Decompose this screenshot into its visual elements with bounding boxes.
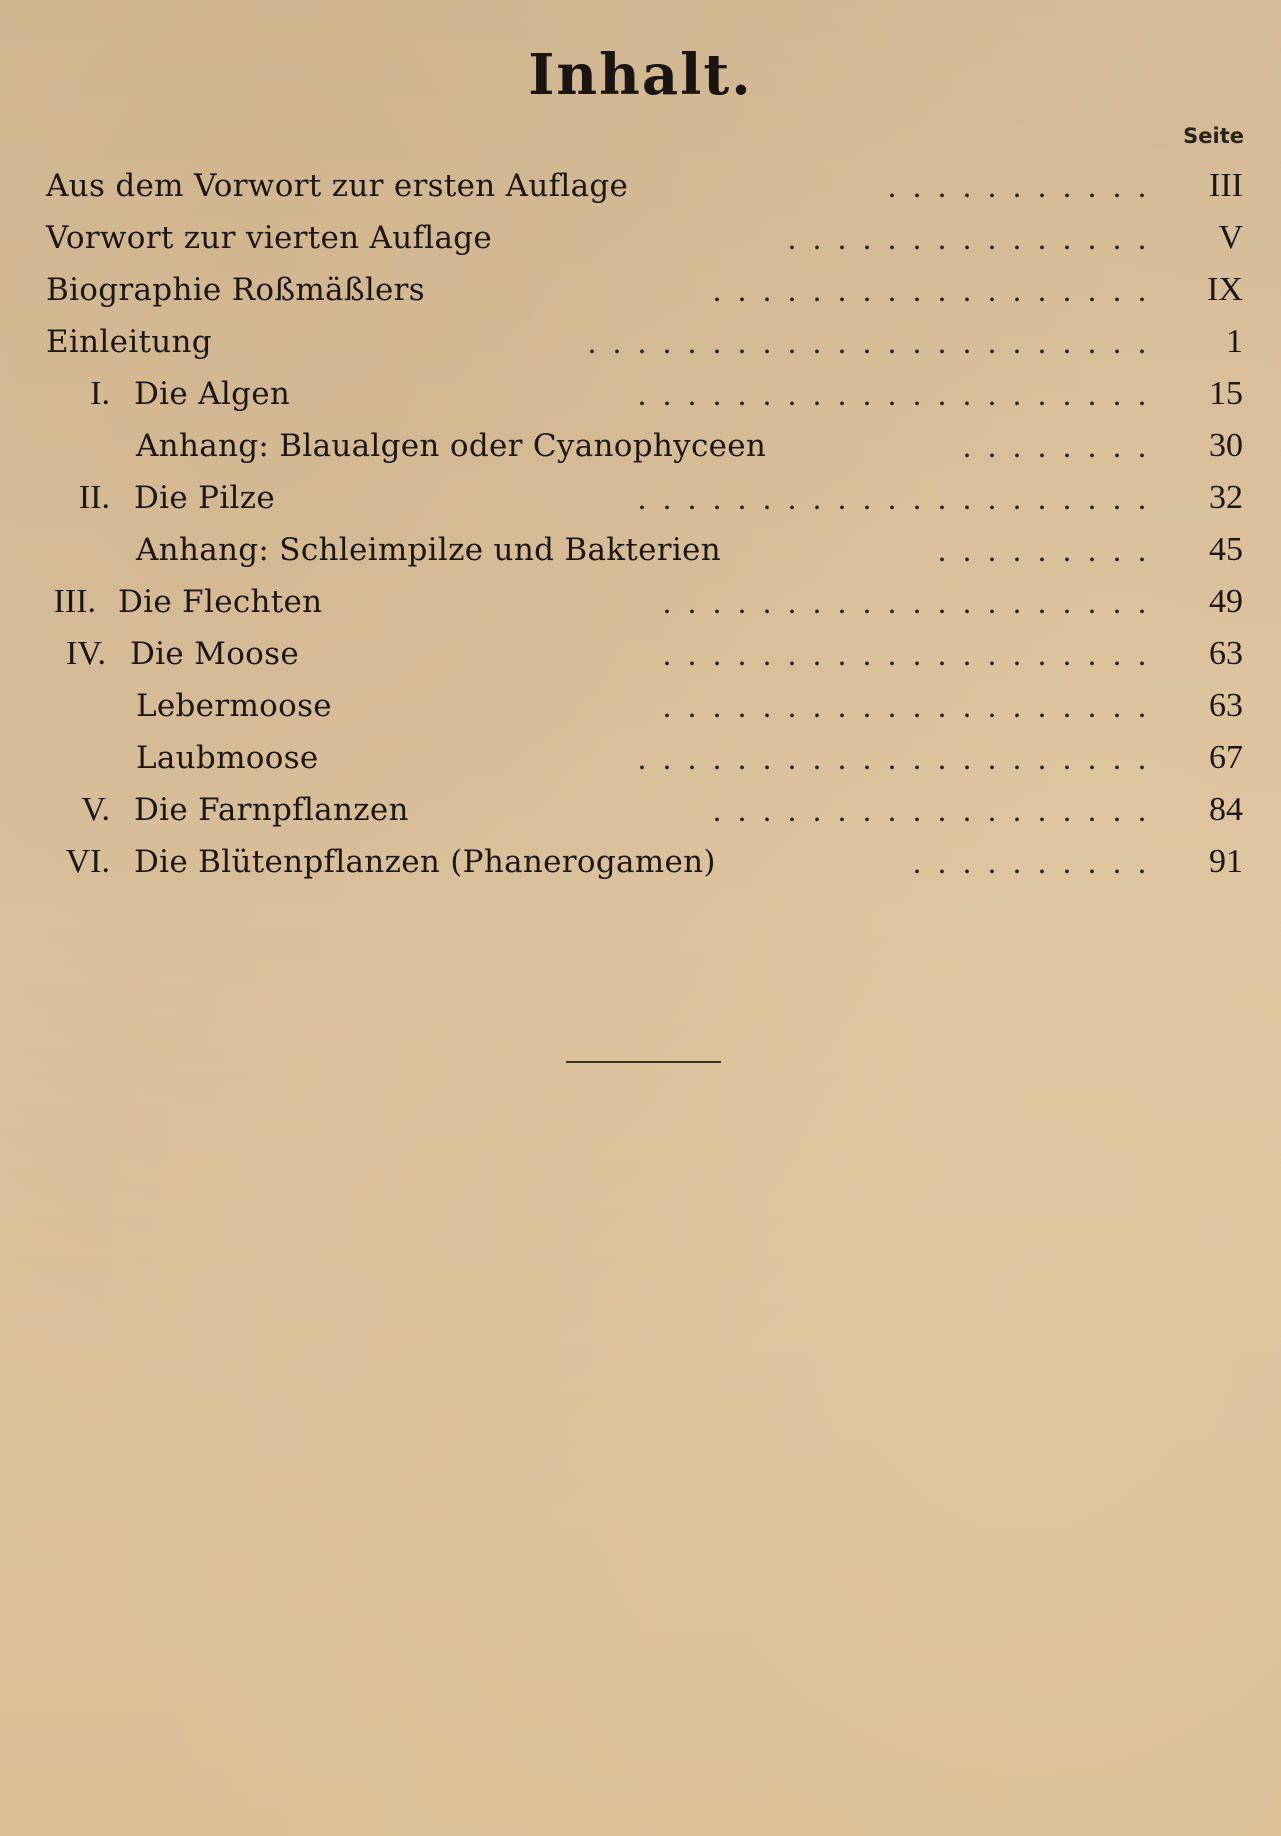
toc-entry-number: V. [81, 791, 110, 828]
toc-entry-page: 67 [1209, 739, 1243, 776]
toc-entry-title: Die Pilze [134, 480, 276, 516]
toc-entry-page: 49 [1209, 583, 1243, 620]
toc-leader-dots: .................. [713, 792, 1163, 828]
toc-entry-title: Die Algen [134, 376, 291, 412]
toc-entry-title: Einleitung [46, 324, 212, 360]
toc-entry [0, 368, 1281, 420]
page-title: Inhalt. [528, 42, 753, 108]
toc-entry-title: Die Farnpflanzen [134, 792, 409, 828]
toc-leader-dots: .................... [663, 688, 1163, 724]
toc-entry-number: II. [78, 479, 110, 516]
toc-entry-page: 84 [1209, 791, 1243, 828]
toc-entry [0, 212, 1281, 264]
toc-entry-page: 15 [1209, 375, 1243, 412]
toc-entry [0, 316, 1281, 368]
toc-entry [0, 264, 1281, 316]
toc-entry-number: VI. [65, 843, 110, 880]
toc-entry [0, 576, 1281, 628]
toc-entry-page: 91 [1209, 843, 1243, 880]
toc-leader-dots: .................... [663, 584, 1163, 620]
toc-entry-page: 63 [1209, 635, 1243, 672]
toc-entry-page: IX [1207, 271, 1243, 308]
toc-leader-dots: ..................... [638, 740, 1163, 776]
section-divider [566, 1061, 721, 1063]
toc-leader-dots: .................... [663, 636, 1163, 672]
toc-entry-page: III [1209, 167, 1243, 204]
toc-entry-page: 30 [1209, 427, 1243, 464]
toc-leader-dots: .......... [913, 844, 1163, 880]
toc-entry-title: Anhang: Blaualgen oder Cyanophyceen [136, 428, 767, 464]
toc-entry-page: 1 [1226, 323, 1243, 360]
toc-entry-page: V [1218, 219, 1243, 256]
toc-entry-number: III. [53, 583, 96, 620]
toc-entry-page: 32 [1209, 479, 1243, 516]
toc-leader-dots: ........... [888, 168, 1163, 204]
toc-leader-dots: ..................... [638, 480, 1163, 516]
toc-leader-dots: ........ [963, 428, 1163, 464]
toc-entry-page: 45 [1209, 531, 1243, 568]
toc-entry [0, 680, 1281, 732]
toc-entry-title: Laubmoose [136, 740, 319, 776]
toc-entry [0, 836, 1281, 888]
page-column-header: Seite [1183, 124, 1244, 148]
toc-leader-dots: .................. [713, 272, 1163, 308]
toc-leader-dots: ............... [788, 220, 1163, 256]
toc-entry-number: I. [90, 375, 110, 412]
toc-leader-dots: ......... [938, 532, 1163, 568]
toc-leader-dots: ..................... [638, 376, 1163, 412]
toc-entry [0, 160, 1281, 212]
toc-entry-page: 63 [1209, 687, 1243, 724]
toc-entry-title: Lebermoose [136, 688, 332, 724]
toc-entry-title: Die Blütenpflanzen (Phanerogamen) [134, 844, 716, 880]
toc-entry-title: Die Flechten [118, 584, 323, 620]
toc-entry [0, 784, 1281, 836]
toc-entry [0, 524, 1281, 576]
toc-entry-title: Die Moose [130, 636, 299, 672]
toc-entry-title: Vorwort zur vierten Auflage [46, 220, 493, 256]
toc-leader-dots: ....................... [588, 324, 1163, 360]
toc-entry [0, 732, 1281, 784]
toc-entry [0, 628, 1281, 680]
toc-entry [0, 472, 1281, 524]
toc-entry-title: Aus dem Vorwort zur ersten Auflage [46, 168, 629, 204]
toc-entry [0, 420, 1281, 472]
toc-entry-title: Anhang: Schleimpilze und Bakterien [136, 532, 721, 568]
toc-entry-number: IV. [66, 635, 106, 672]
toc-entry-title: Biographie Roßmäßlers [46, 272, 426, 308]
